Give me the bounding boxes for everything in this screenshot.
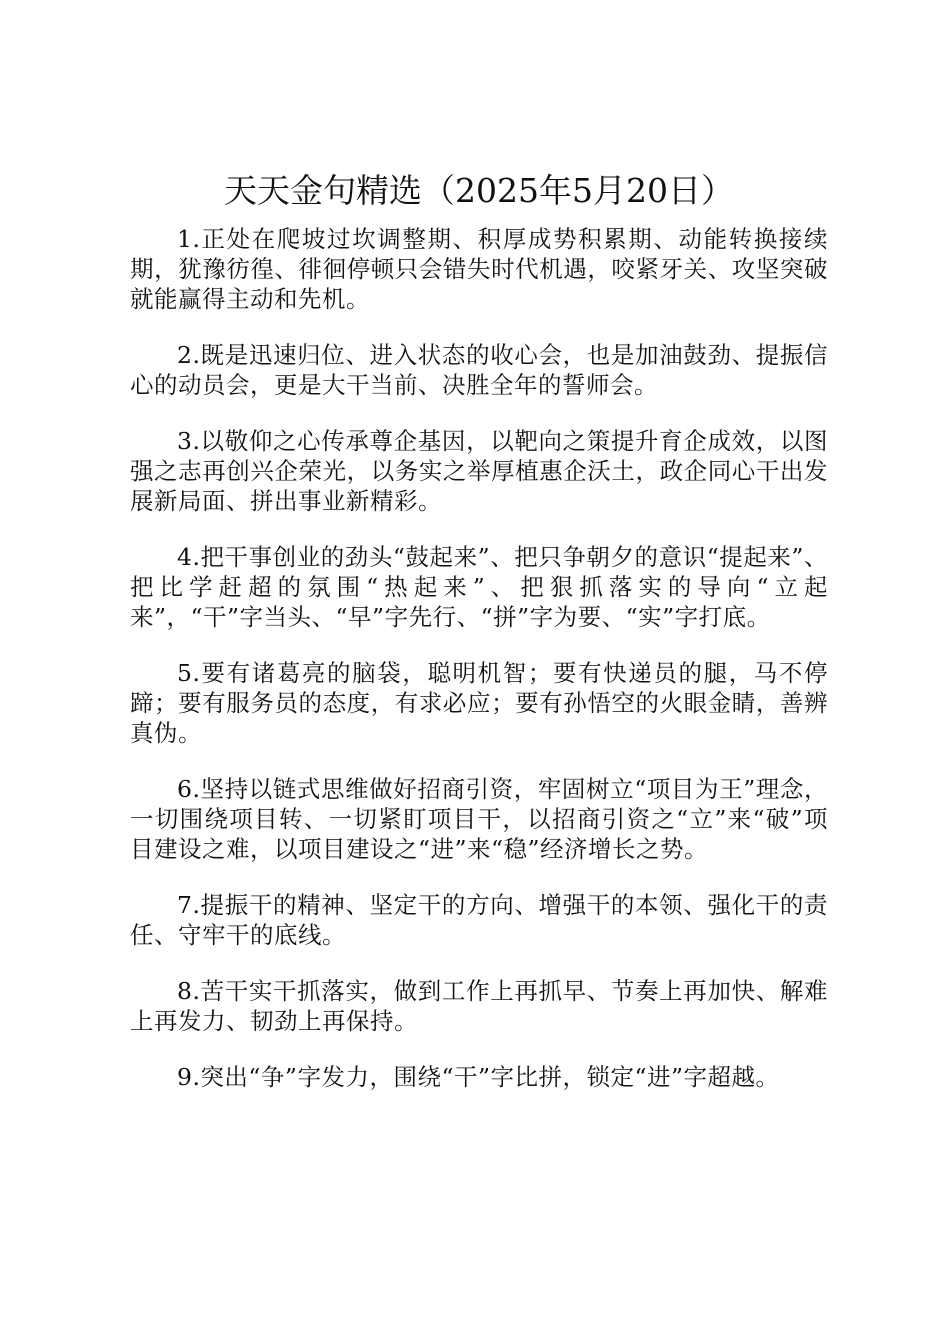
quote-item-1: 1.正处在爬坡过坎调整期、积厚成势积累期、动能转换接续期，犹豫彷徨、徘徊停顿只会错失时代机遇，咬紧牙关、攻坚突破就能赢得主动和先机。 [130, 225, 828, 313]
quote-item-2: 2.既是迅速归位、进入状态的收心会，也是加油鼓劲、提振信心的动员会，更是大干当前、决胜全年的誓师会。 [130, 341, 828, 399]
quote-item-4: 4.把干事创业的劲头“鼓起来”、把只争朝夕的意识“提起来”、把比学赶超的氛围“热起来”、把狠抓落实的导向“立起来”，“干”字当头、“早”字先行、“拼”字为要、“实”字打底。 [130, 543, 828, 631]
quote-item-8: 8.苦干实干抓落实，做到工作上再抓早、节奏上再加快、解难上再发力、韧劲上再保持。 [130, 977, 828, 1035]
document-title: 天天金句精选（2025年5月20日） [224, 171, 734, 210]
quote-item-5: 5.要有诸葛亮的脑袋，聪明机智；要有快递员的腿，马不停蹄；要有服务员的态度，有求必应；要有孙悟空的火眼金睛，善辨真伪。 [130, 659, 828, 747]
quote-item-6: 6.坚持以链式思维做好招商引资，牢固树立“项目为王”理念，一切围绕项目转、一切紧盯项目干，以招商引资之“立”来“破”项目建设之难，以项目建设之“进”来“稳”经济增长之势。 [130, 775, 828, 863]
quote-item-7: 7.提振干的精神、坚定干的方向、增强干的本领、强化干的责任、守牢干的底线。 [130, 891, 828, 949]
quote-item-3: 3.以敬仰之心传承尊企基因，以靶向之策提升育企成效，以图强之志再创兴企荣光，以务实之举厚植惠企沃土，政企同心干出发展新局面、拼出事业新精彩。 [130, 427, 828, 515]
quote-list [130, 224, 828, 1092]
quote-item-9: 9.突出“争”字发力，围绕“干”字比拼，锁定“进”字超越。 [177, 1063, 780, 1091]
